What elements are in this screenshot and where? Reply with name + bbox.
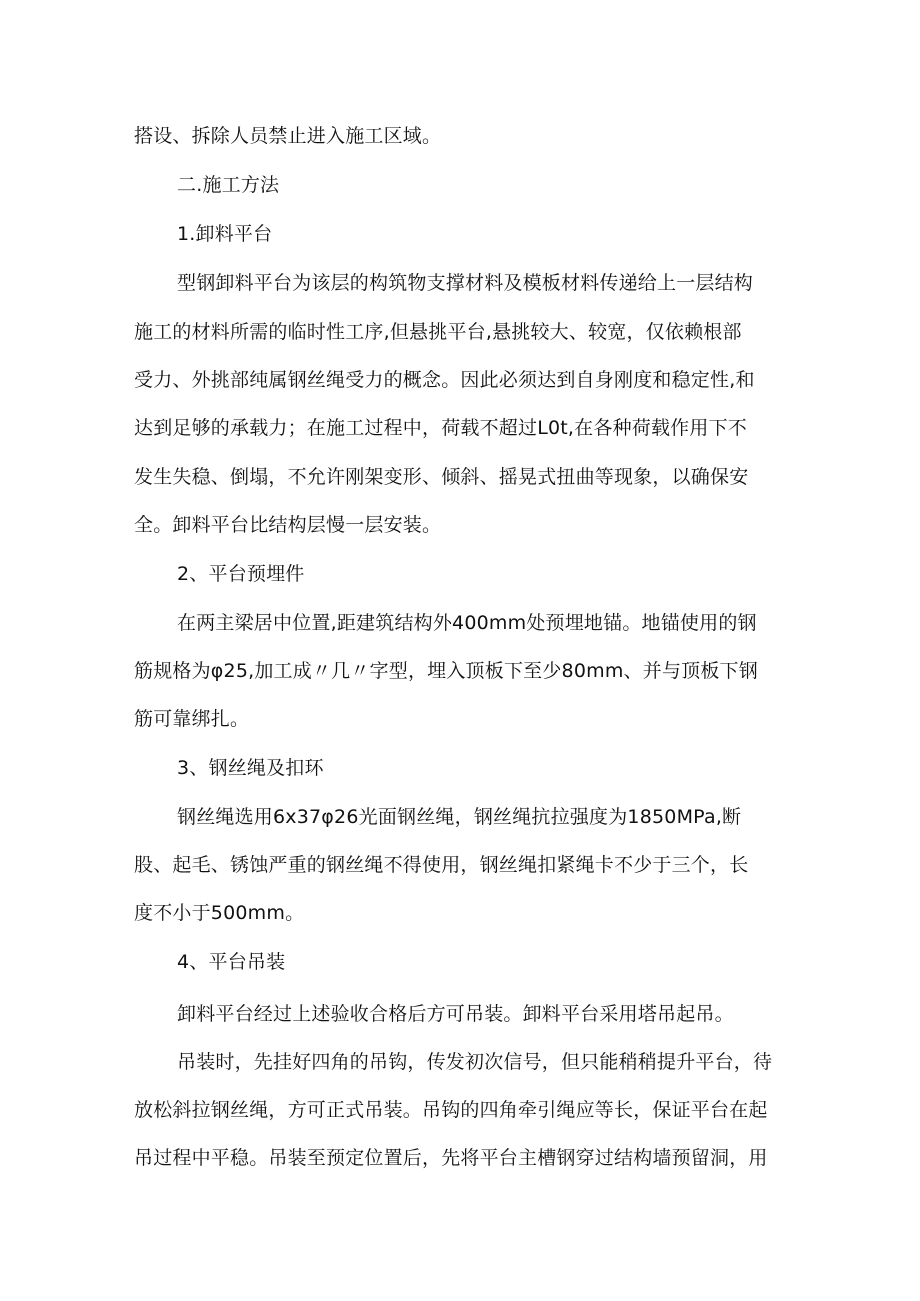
paragraph-line: 股、起毛、锈蚀严重的钢丝绳不得使用，钢丝绳扣紧绳卡不少于三个，长 [134, 854, 749, 876]
section-heading: 二.施工方法 [177, 174, 280, 196]
paragraph-line: 钢丝绳选用6x37φ26光面钢丝绳，钢丝绳抗拉强度为1850MPa,断 [177, 806, 742, 828]
paragraph-line: 度不小于500mm。 [134, 902, 305, 924]
paragraph-line: 发生失稳、倒塌，不允许刚架变形、倾斜、摇晃式扭曲等现象，以确保安 [134, 466, 749, 488]
subsection-heading: 3、钢丝绳及扣环 [177, 757, 324, 779]
subsection-heading: 4、平台吊装 [177, 951, 286, 973]
paragraph-line: 筋可靠绑扎。 [134, 708, 250, 730]
paragraph-line: 施工的材料所需的临时性工序,但悬挑平台,悬挑较大、较宽，仅依赖根部 [134, 321, 742, 343]
paragraph-line: 吊过程中平稳。吊装至预定位置后，先将平台主槽钢穿过结构墙预留洞，用 [134, 1147, 768, 1169]
subsection-heading: 1.卸料平台 [177, 223, 273, 245]
paragraph-line: 在两主梁居中位置,距建筑结构外400mm处预埋地锚。地锚使用的钢 [177, 612, 757, 634]
paragraph-line: 吊装时，先挂好四角的吊钩，传发初次信号，但只能稍稍提升平台，待 [177, 1051, 773, 1073]
paragraph-line: 型钢卸料平台为该层的构筑物支撑材料及模板材料传递给上一层结构 [177, 272, 754, 294]
paragraph-line: 达到足够的承载力；在施工过程中，荷载不超过L0t,在各种荷载作用下不 [134, 417, 747, 439]
paragraph-line: 受力、外挑部纯属钢丝绳受力的概念。因此必须达到自身刚度和稳定性,和 [134, 369, 755, 391]
paragraph-line: 筋规格为φ25,加工成〃几〃字型，埋入顶板下至少80mm、并与顶板下钢 [134, 660, 758, 682]
subsection-heading: 2、平台预埋件 [177, 563, 305, 585]
paragraph-line: 放松斜拉钢丝绳，方可正式吊装。吊钩的四角牵引绳应等长，保证平台在起 [134, 1099, 768, 1121]
paragraph-line: 搭设、拆除人员禁止进入施工区域。 [134, 125, 442, 147]
paragraph-line: 卸料平台经过上述验收合格后方可吊装。卸料平台采用塔吊起吊。 [177, 1003, 734, 1025]
paragraph-line: 全。卸料平台比结构层慢一层安装。 [134, 514, 442, 536]
